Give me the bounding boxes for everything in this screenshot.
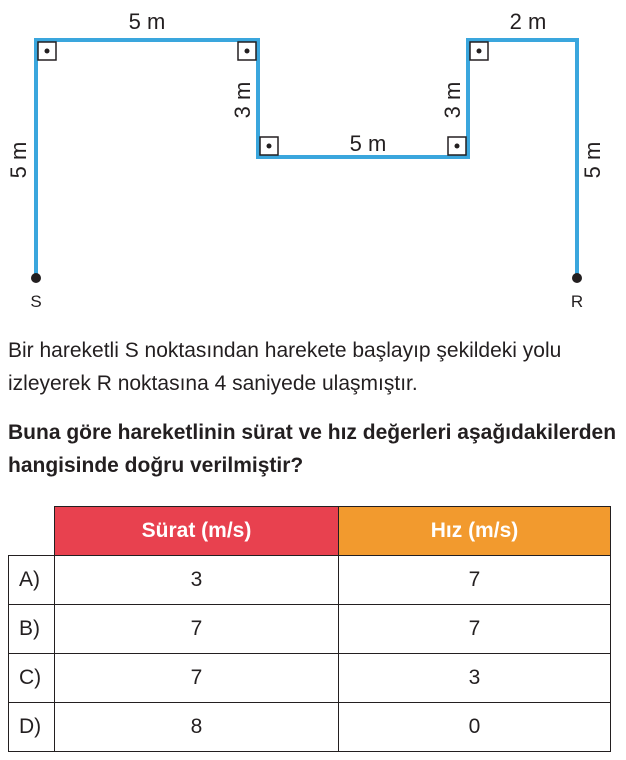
surat-value: 8 <box>55 702 339 751</box>
option-label: C) <box>9 653 55 702</box>
end-point-dot <box>572 273 582 283</box>
segment-label-right: 5 m <box>580 141 605 179</box>
motion-path <box>36 40 577 278</box>
hiz-value: 7 <box>339 555 611 604</box>
right-angle-marker <box>238 42 256 60</box>
header-hiz: Hız (m/s) <box>339 507 611 556</box>
end-point-label: R <box>570 292 584 311</box>
segment-label-top-left: 5 m <box>128 9 166 34</box>
option-label: A) <box>9 555 55 604</box>
surat-value: 7 <box>55 653 339 702</box>
right-angle-marker <box>470 42 488 60</box>
segment-label-rise-right: 3 m <box>440 81 465 119</box>
start-point-label: S <box>30 292 42 311</box>
option-label: D) <box>9 702 55 751</box>
segment-label-drop-left: 3 m <box>230 81 255 119</box>
table-header-row <box>9 507 611 556</box>
right-angle-marker <box>260 137 278 155</box>
surat-value: 3 <box>55 555 339 604</box>
table-row[interactable] <box>9 702 611 751</box>
table-corner <box>9 507 55 556</box>
hiz-value: 7 <box>339 604 611 653</box>
start-point-dot <box>31 273 41 283</box>
answer-table <box>8 506 611 752</box>
question-text: Bir hareketli S noktasından harekete başlayıp şekildeki yolu izleyerek R noktasına 4 saniyede ulaşmıştır. <box>8 339 562 395</box>
table-row[interactable] <box>9 555 611 604</box>
segment-label-top-right: 2 m <box>509 9 547 34</box>
hiz-value: 0 <box>339 702 611 751</box>
segment-label-bottom-mid: 5 m <box>349 131 387 156</box>
question-prompt: Buna göre hareketlinin sürat ve hız değerleri aşağıdakilerden hangisinde doğru verilmiştir? <box>8 421 617 477</box>
right-angle-marker <box>448 137 466 155</box>
path-figure <box>0 0 626 320</box>
table-row[interactable] <box>9 653 611 702</box>
option-label: B) <box>9 604 55 653</box>
surat-value: 7 <box>55 604 339 653</box>
header-surat: Sürat (m/s) <box>55 507 339 556</box>
segment-label-left: 5 m <box>6 141 31 179</box>
right-angle-marker <box>38 42 56 60</box>
hiz-value: 3 <box>339 653 611 702</box>
table-row[interactable] <box>9 604 611 653</box>
